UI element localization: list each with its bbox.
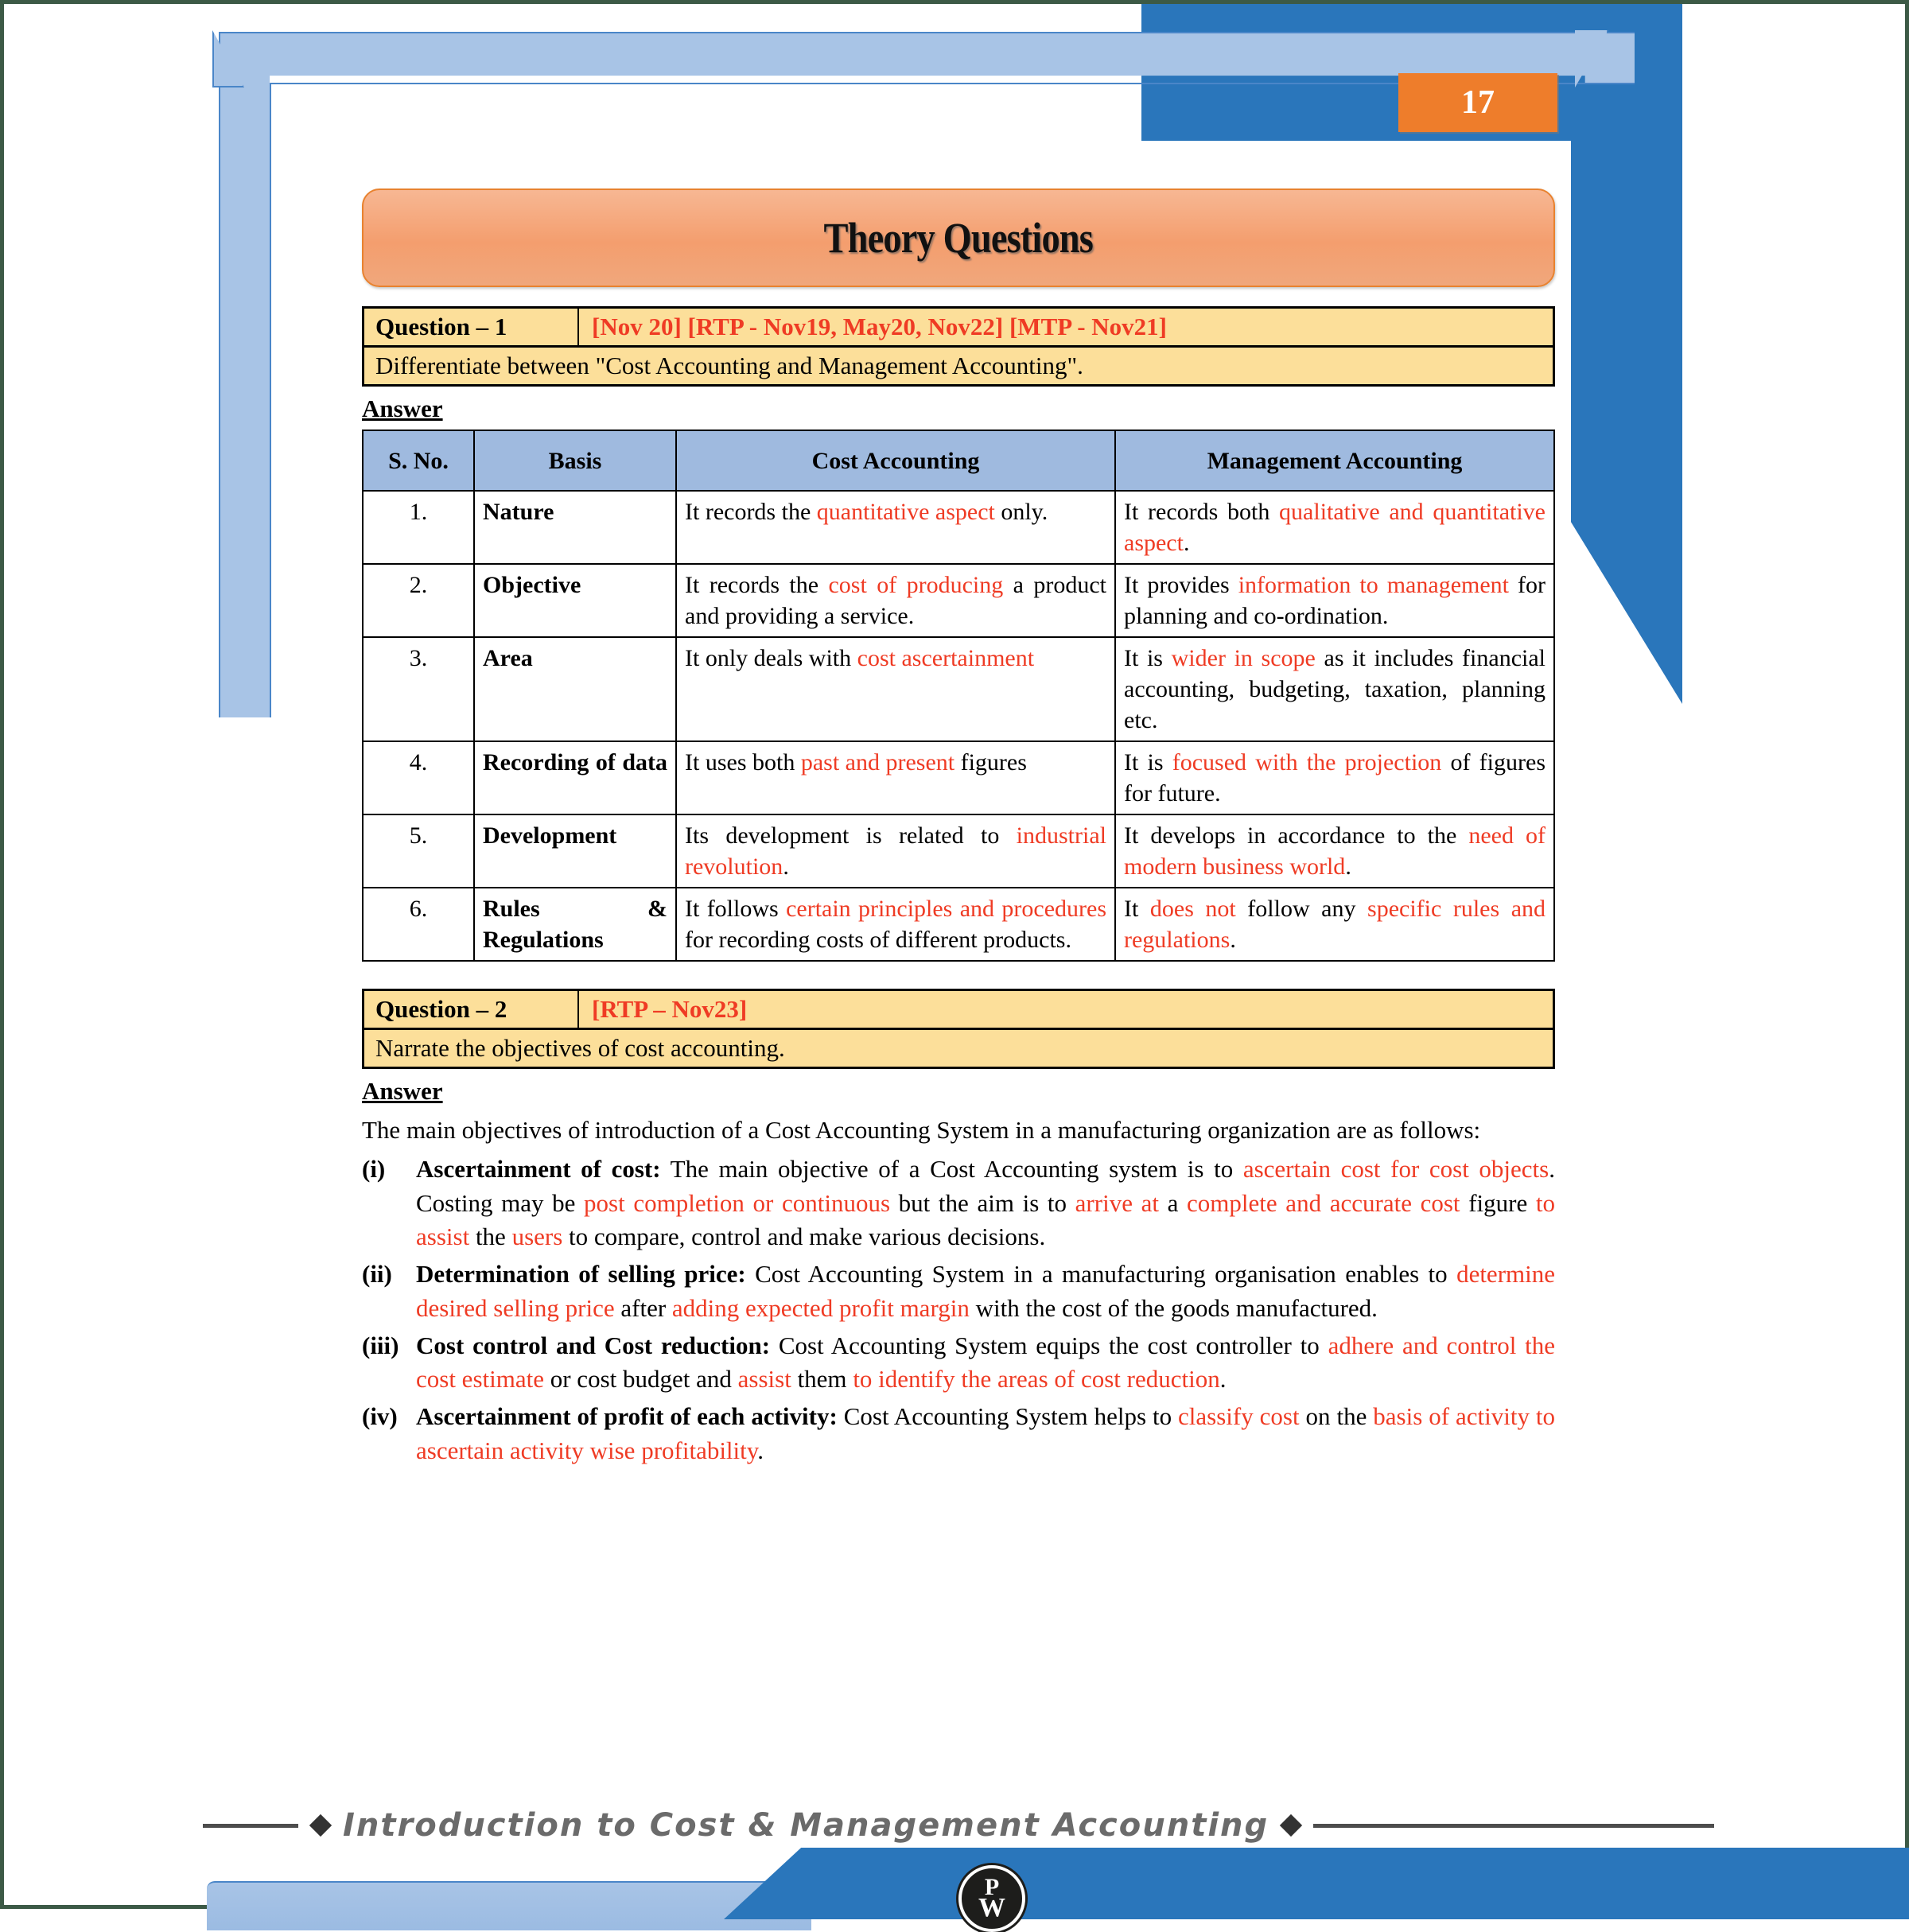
col-header-sno: S. No. [363,430,474,491]
text-run: . [1183,530,1190,556]
text-run: figures [954,749,1027,776]
cell-cost-accounting [676,888,1115,961]
question-2-refs: [RTP – Nov23] [592,995,748,1023]
text-run: for planning and co-ordination. [1124,572,1546,629]
question-1-box [362,306,1555,387]
cell-basis: Recording of data [474,741,676,814]
diamond-icon-left [309,1814,332,1837]
table-row [363,741,1554,814]
text-run: cost ascertainment [857,645,1035,671]
list-item [362,1153,1555,1254]
text-run: . [1345,853,1351,880]
cell-basis: Objective [474,564,676,637]
text-run: information to management [1238,572,1509,598]
cell-sno: 4. [363,741,474,814]
text-run: qualitative and quantitative aspect [1124,499,1545,556]
text-run: arrive at [1075,1188,1159,1217]
text-run: adding expected profit margin [671,1293,970,1322]
text-run: cost of producing [828,572,1004,598]
cell-basis: Development [474,814,676,888]
cell-sno: 3. [363,637,474,741]
text-run: users [511,1223,563,1251]
col-header-cost-accounting: Cost Accounting [676,430,1115,491]
text-run: only. [994,499,1048,525]
text-run: specific rules and regulations [1124,896,1546,953]
table-row [363,637,1554,741]
bottom-left-band [207,1881,811,1930]
question-1-refs: [Nov 20] [RTP - Nov19, May20, Nov22] [MTP - Nov21] [592,313,1168,340]
section-banner [362,189,1555,287]
text-run: need of modern business world [1124,822,1545,880]
text-run: after [614,1293,672,1322]
text-run: but the aim is to [890,1188,1075,1217]
text-run: It records both [1124,499,1280,525]
list-item-marker: (iii) [362,1331,399,1359]
text-run: to compare, control and make various decisions. [562,1223,1046,1251]
text-run: a product and providing a service. [685,572,1106,629]
list-item-text [416,1153,1555,1254]
text-run: . [783,853,789,880]
text-run: post completion or continuous [584,1188,891,1217]
text-run: Cost Accounting System in a manufacturing organisation enables to [745,1260,1457,1289]
page-number-badge: 17 [1398,73,1557,132]
list-item [362,1400,1555,1468]
text-run: certain principles and procedures [786,896,1107,922]
text-run: with the cost of the goods manufactured. [969,1293,1378,1322]
cell-management-accounting [1115,491,1554,564]
text-run: Cost Accounting System equips the cost controller to [770,1331,1328,1359]
text-run: to assist [416,1188,1555,1251]
text-run: basis of activity to ascertain activity wise profitability [416,1402,1556,1464]
text-run: as it includes financial accounting, budgeting, taxation, planning etc. [1124,645,1545,733]
list-item-marker: (ii) [362,1260,392,1289]
pw-logo-p: P [984,1873,1000,1900]
table-header-row [363,430,1554,491]
text-run: or cost budget and [543,1365,738,1394]
col-header-basis: Basis [474,430,676,491]
text-run: Its development is related to [685,822,1017,849]
text-run: wider in scope [1171,645,1316,671]
text-run: . [1230,927,1236,953]
list-item-marker: (iv) [362,1402,398,1431]
text-run: them [791,1365,853,1394]
text-run: It develops in accordance to the [1124,822,1469,849]
text-run: a [1158,1188,1188,1217]
text-run: for recording costs of different products. [685,927,1071,953]
list-item [362,1258,1555,1326]
page-title: Theory Questions [823,214,1094,262]
table-row [363,888,1554,961]
text-run: to identify the areas of cost reduction [853,1365,1220,1394]
table-row [363,491,1554,564]
cell-cost-accounting [676,564,1115,637]
text-run: It records the [685,499,817,525]
text-run: quantitative aspect [816,499,995,525]
question-1-label: Question – 1 [364,309,579,345]
diamond-icon-right [1280,1814,1302,1837]
cell-cost-accounting [676,491,1115,564]
text-run: on the [1299,1402,1374,1431]
list-item-text [416,1258,1555,1326]
text-run: classify cost [1178,1402,1300,1431]
list-item-text [416,1329,1555,1397]
text-run: It provides [1124,572,1238,598]
table-row [363,814,1554,888]
text-run: does not [1149,896,1236,922]
text-run: . [757,1436,764,1464]
text-run: Determination of selling price: [416,1260,746,1289]
objectives-list [362,1153,1555,1468]
text-run: the [469,1223,512,1251]
text-run: past and present [800,749,955,776]
col-header-management-accounting: Management Accounting [1115,430,1554,491]
text-run: follow any [1235,896,1368,922]
text-run: It is [1124,749,1172,776]
comparison-table [362,430,1555,962]
text-run: of figures for future. [1124,749,1545,807]
list-item [362,1329,1555,1397]
cell-management-accounting [1115,637,1554,741]
comparison-table-body [363,491,1554,961]
text-run: adhere and control the cost estimate [416,1331,1555,1394]
text-run: figure [1460,1188,1536,1217]
comparison-table-head [363,430,1554,491]
footer [203,1806,1714,1845]
text-run: The main objective of a Cost Accounting system is to [660,1154,1243,1183]
cell-management-accounting [1115,814,1554,888]
question-1-header-row [364,309,1553,348]
cell-cost-accounting [676,814,1115,888]
cell-management-accounting [1115,741,1554,814]
answer-label-1: Answer [362,395,443,422]
text-run: . [1219,1365,1227,1394]
text-run: It records the [685,572,829,598]
cell-management-accounting [1115,564,1554,637]
answer-label-2: Answer [362,1077,443,1105]
text-run: focused with the projection [1172,749,1442,776]
cell-cost-accounting [676,741,1115,814]
page-content [362,189,1555,1468]
text-run: It only deals with [685,645,857,671]
question-2-intro: The main objectives of introduction of a Cost Accounting System in a manufacturing organization are as follows: [362,1116,1481,1144]
pw-logo-icon [958,1865,1025,1932]
text-run: Cost control and Cost reduction: [416,1331,771,1359]
text-run: determine desired selling price [416,1260,1556,1322]
text-run: It follows [685,896,787,922]
cell-management-accounting [1115,888,1554,961]
text-run: It uses both [685,749,801,776]
cell-sno: 5. [363,814,474,888]
question-1-text: Differentiate between "Cost Accounting and Management Accounting". [375,352,1083,379]
question-2-box [362,989,1555,1069]
list-item-marker: (i) [362,1154,386,1183]
text-run: . Costing may be [416,1154,1555,1217]
text-run: It is [1124,645,1172,671]
cell-cost-accounting [676,637,1115,741]
text-run: Ascertainment of profit of each activity: [416,1402,838,1431]
text-run: Ascertainment of cost: [416,1154,661,1183]
text-run: Cost Accounting System helps to [837,1402,1179,1431]
cell-basis: Rules & Regulations [474,888,676,961]
footer-line-left [203,1824,298,1828]
table-row [363,564,1554,637]
question-2-header-row [364,991,1553,1030]
cell-sno: 6. [363,888,474,961]
text-run: assist [737,1365,791,1394]
list-item-text [416,1400,1555,1468]
question-2-label: Question – 2 [364,991,579,1028]
cell-basis: Area [474,637,676,741]
cell-sno: 2. [363,564,474,637]
text-run: It [1124,896,1150,922]
question-2-text: Narrate the objectives of cost accounting. [375,1034,785,1062]
pw-logo-w: W [978,1893,1005,1923]
text-run: ascertain cost for cost objects [1242,1154,1549,1183]
text-run: complete and accurate cost [1187,1188,1460,1217]
cell-basis: Nature [474,491,676,564]
text-run: industrial revolution [685,822,1106,880]
footer-title: Introduction to Cost & Management Accounting [343,1807,1269,1844]
cell-sno: 1. [363,491,474,564]
footer-line-right [1313,1824,1714,1828]
